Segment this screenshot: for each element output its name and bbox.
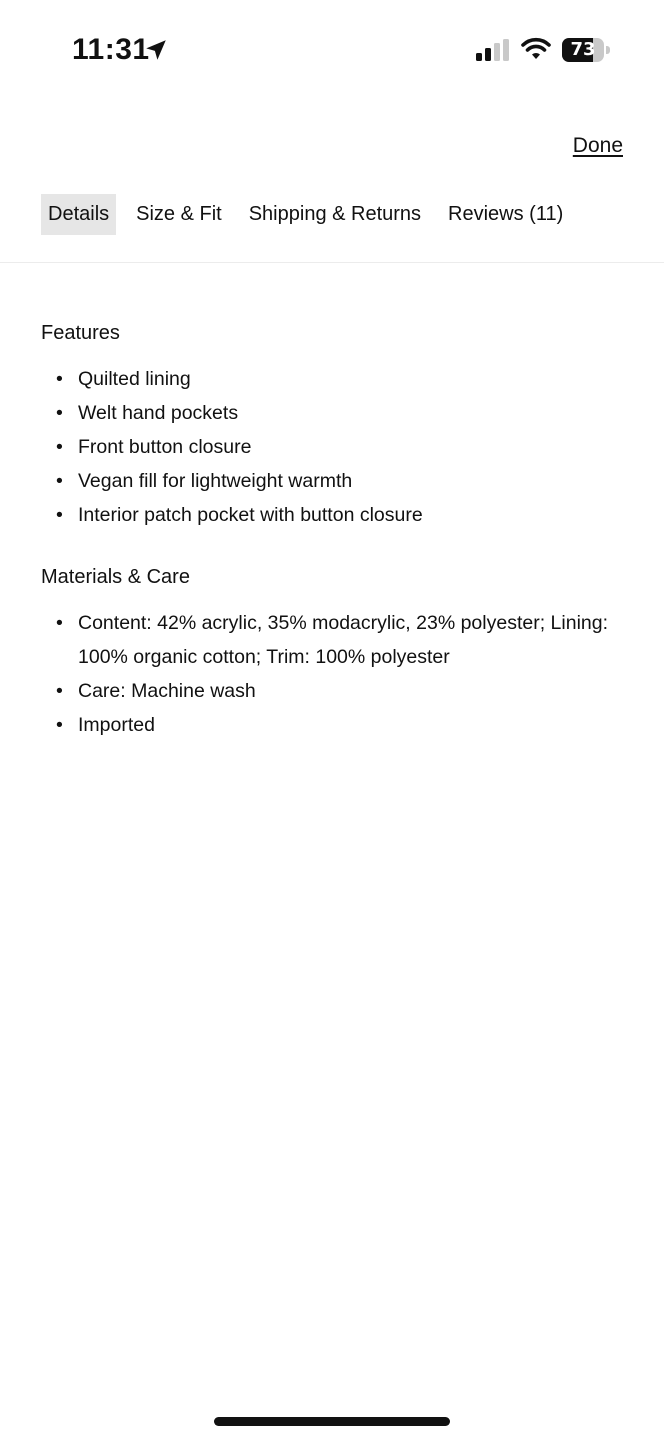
list-item: [41, 708, 621, 742]
list-item-text: Imported: [78, 714, 155, 736]
cellular-signal-icon: [476, 39, 510, 61]
battery-icon: [562, 38, 610, 62]
battery-cap: [606, 46, 610, 54]
list-item: [41, 674, 621, 708]
status-bar: [0, 0, 664, 100]
list-item: [41, 606, 621, 674]
bullet-icon: •: [56, 368, 63, 390]
tab-size-fit[interactable]: Size & Fit: [136, 203, 222, 225]
bullet-icon: •: [56, 612, 63, 634]
list-item: [41, 362, 621, 396]
tab-shipping-returns[interactable]: Shipping & Returns: [248, 203, 422, 225]
location-arrow-icon: [143, 37, 169, 63]
list-item-text: Content: 42% acrylic, 35% modacrylic, 23% polyester; Lining: 100% organic cotton; Trim: 100% polyester: [78, 612, 609, 668]
list-item: [41, 430, 621, 464]
list-item: [41, 396, 621, 430]
tab-reviews[interactable]: Reviews (11): [448, 203, 564, 225]
list-item-text: Quilted lining: [78, 368, 191, 390]
list-item-text: Interior patch pocket with button closure: [78, 504, 423, 526]
features-title: Features: [41, 322, 120, 344]
bullet-icon: •: [56, 402, 63, 424]
bullet-icon: •: [56, 714, 63, 736]
battery-body: [562, 38, 604, 62]
battery-level-text: 73: [570, 39, 596, 60]
bullet-icon: •: [56, 504, 63, 526]
wifi-icon: [521, 37, 551, 61]
bullet-icon: •: [56, 470, 63, 492]
done-button[interactable]: Done: [572, 134, 623, 157]
list-item: [41, 464, 621, 498]
bullet-icon: •: [56, 680, 63, 702]
home-indicator[interactable]: [214, 1417, 450, 1426]
bullet-icon: •: [56, 436, 63, 458]
features-list: [41, 362, 621, 532]
details-content: [41, 316, 621, 770]
list-item-text: Care: Machine wash: [78, 680, 256, 702]
list-item-text: Front button closure: [78, 436, 252, 458]
list-item: [41, 498, 621, 532]
materials-care-title: Materials & Care: [41, 566, 190, 588]
list-item-text: Welt hand pockets: [78, 402, 239, 424]
materials-care-list: [41, 606, 621, 742]
tab-details[interactable]: Details: [41, 194, 116, 235]
list-item-text: Vegan fill for lightweight warmth: [78, 470, 353, 492]
status-time: 11:31: [72, 33, 150, 66]
tab-divider: [0, 262, 664, 263]
tab-bar: [41, 194, 570, 235]
